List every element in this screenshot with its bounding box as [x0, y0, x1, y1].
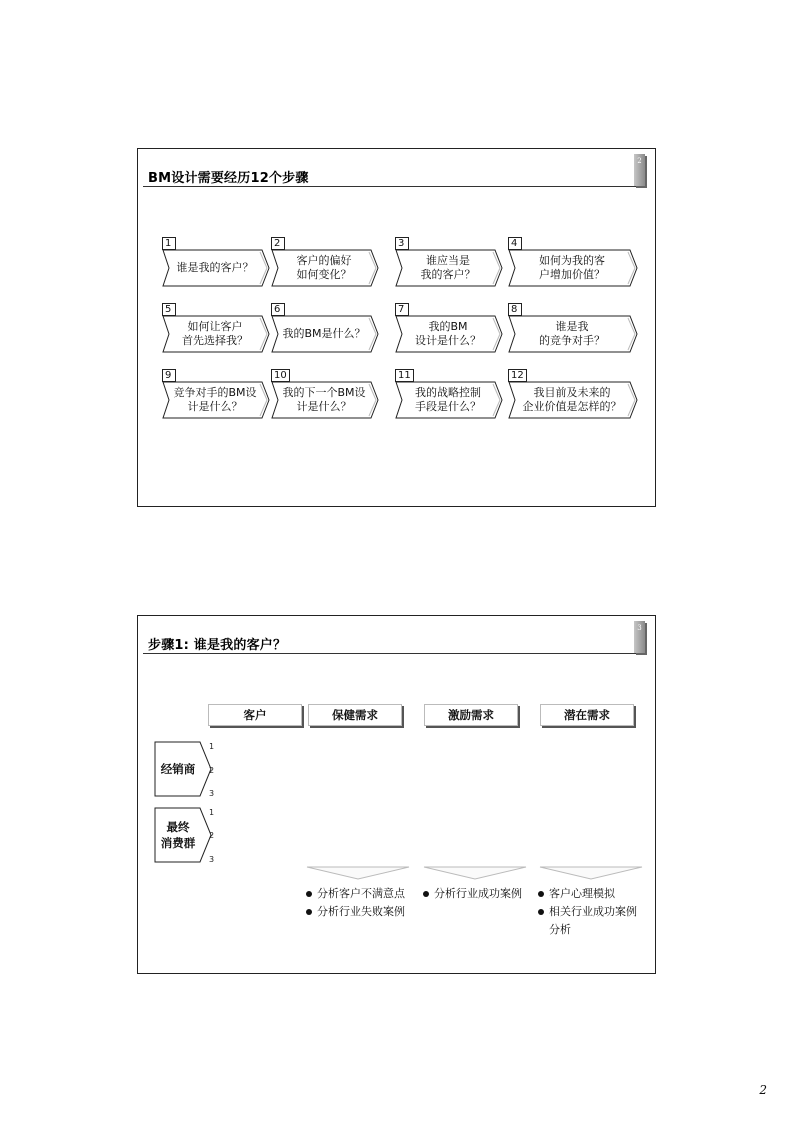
step-number: 4 [508, 237, 522, 250]
row-end-consumers [154, 807, 215, 864]
step-chevron [162, 303, 270, 353]
column-header-health-needs: 保健需求 [308, 704, 402, 726]
step-label: 谁应当是 我的客户？ [420, 254, 476, 281]
row-label: 最终 消费群 [160, 820, 196, 850]
step-number: 2 [271, 237, 285, 250]
step-chevron [395, 369, 503, 419]
step-number: 3 [395, 237, 409, 250]
bullet-item: 客户心理模拟 [538, 885, 650, 903]
step-chevron [271, 303, 379, 353]
bullet-list-latent [538, 885, 650, 939]
slide-number-tab: 2 [634, 154, 645, 186]
step-number: 11 [395, 369, 414, 382]
step-chevron [395, 303, 503, 353]
row-dealers [154, 741, 215, 798]
step-chevron [162, 237, 270, 287]
step-label: 我的战略控制 手段是什么？ [415, 386, 481, 413]
row-item-number: 2 [209, 831, 215, 840]
step-number: 8 [508, 303, 522, 316]
slide-number-tab: 3 [634, 621, 645, 653]
step-number: 1 [162, 237, 176, 250]
slide-steps-overview [137, 148, 656, 507]
step-chevron [271, 237, 379, 287]
step-number: 5 [162, 303, 176, 316]
bullet-list-health [306, 885, 418, 921]
row-item-number: 3 [209, 789, 215, 798]
step-label: 谁是我的客户？ [176, 261, 254, 274]
bullet-list-motivation [423, 885, 535, 903]
row-item-number: 1 [209, 808, 215, 817]
down-arrow-motivation [423, 866, 527, 880]
step-number: 10 [271, 369, 290, 382]
page-number: 2 [759, 1083, 767, 1097]
bullet-item: 分析客户不满意点 [306, 885, 418, 903]
step-label: 我的下一个BM设 计是什么？ [282, 386, 366, 413]
step-label: 竞争对手的BM设 计是什么？ [173, 386, 257, 413]
step-label: 我的BM 设计是什么？ [415, 320, 481, 347]
step-chevron [508, 303, 638, 353]
slide-title: BM设计需要经历12个步骤 [148, 171, 309, 186]
step-chevron [162, 369, 270, 419]
bullet-item: 分析行业失败案例 [306, 903, 418, 921]
column-header-latent-needs: 潜在需求 [540, 704, 634, 726]
step-number: 7 [395, 303, 409, 316]
down-arrow-latent [539, 866, 643, 880]
step-chevron [508, 237, 638, 287]
step-number: 9 [162, 369, 176, 382]
step-chevron [395, 237, 503, 287]
step-label: 谁是我 的竞争对手？ [539, 320, 605, 347]
down-arrow-health [306, 866, 410, 880]
row-label: 经销商 [160, 762, 196, 776]
row-item-number: 3 [209, 855, 215, 864]
title-divider [143, 653, 645, 654]
step-chevron [271, 369, 379, 419]
step-chevron [508, 369, 638, 419]
slide-title: 步骤1: 谁是我的客户？ [148, 638, 287, 653]
column-header-customer: 客户 [208, 704, 302, 726]
bullet-item: 相关行业成功案例 分析 [538, 903, 650, 939]
step-number: 6 [271, 303, 285, 316]
step-number: 12 [508, 369, 527, 382]
step-label: 客户的偏好 如何变化？ [296, 254, 352, 281]
row-item-number: 1 [209, 742, 215, 751]
row-item-number: 2 [209, 766, 215, 775]
step-label: 我的BM是什么？ [282, 327, 366, 340]
slide-step1-customers [137, 615, 656, 974]
column-header-motivation-needs: 激励需求 [424, 704, 518, 726]
step-label: 如何让客户 首先选择我？ [182, 320, 248, 347]
step-label: 如何为我的客 户增加价值？ [539, 254, 605, 281]
title-divider [143, 186, 645, 187]
step-label: 我目前及未来的 企业价值是怎样的？ [522, 386, 622, 413]
bullet-item: 分析行业成功案例 [423, 885, 535, 903]
